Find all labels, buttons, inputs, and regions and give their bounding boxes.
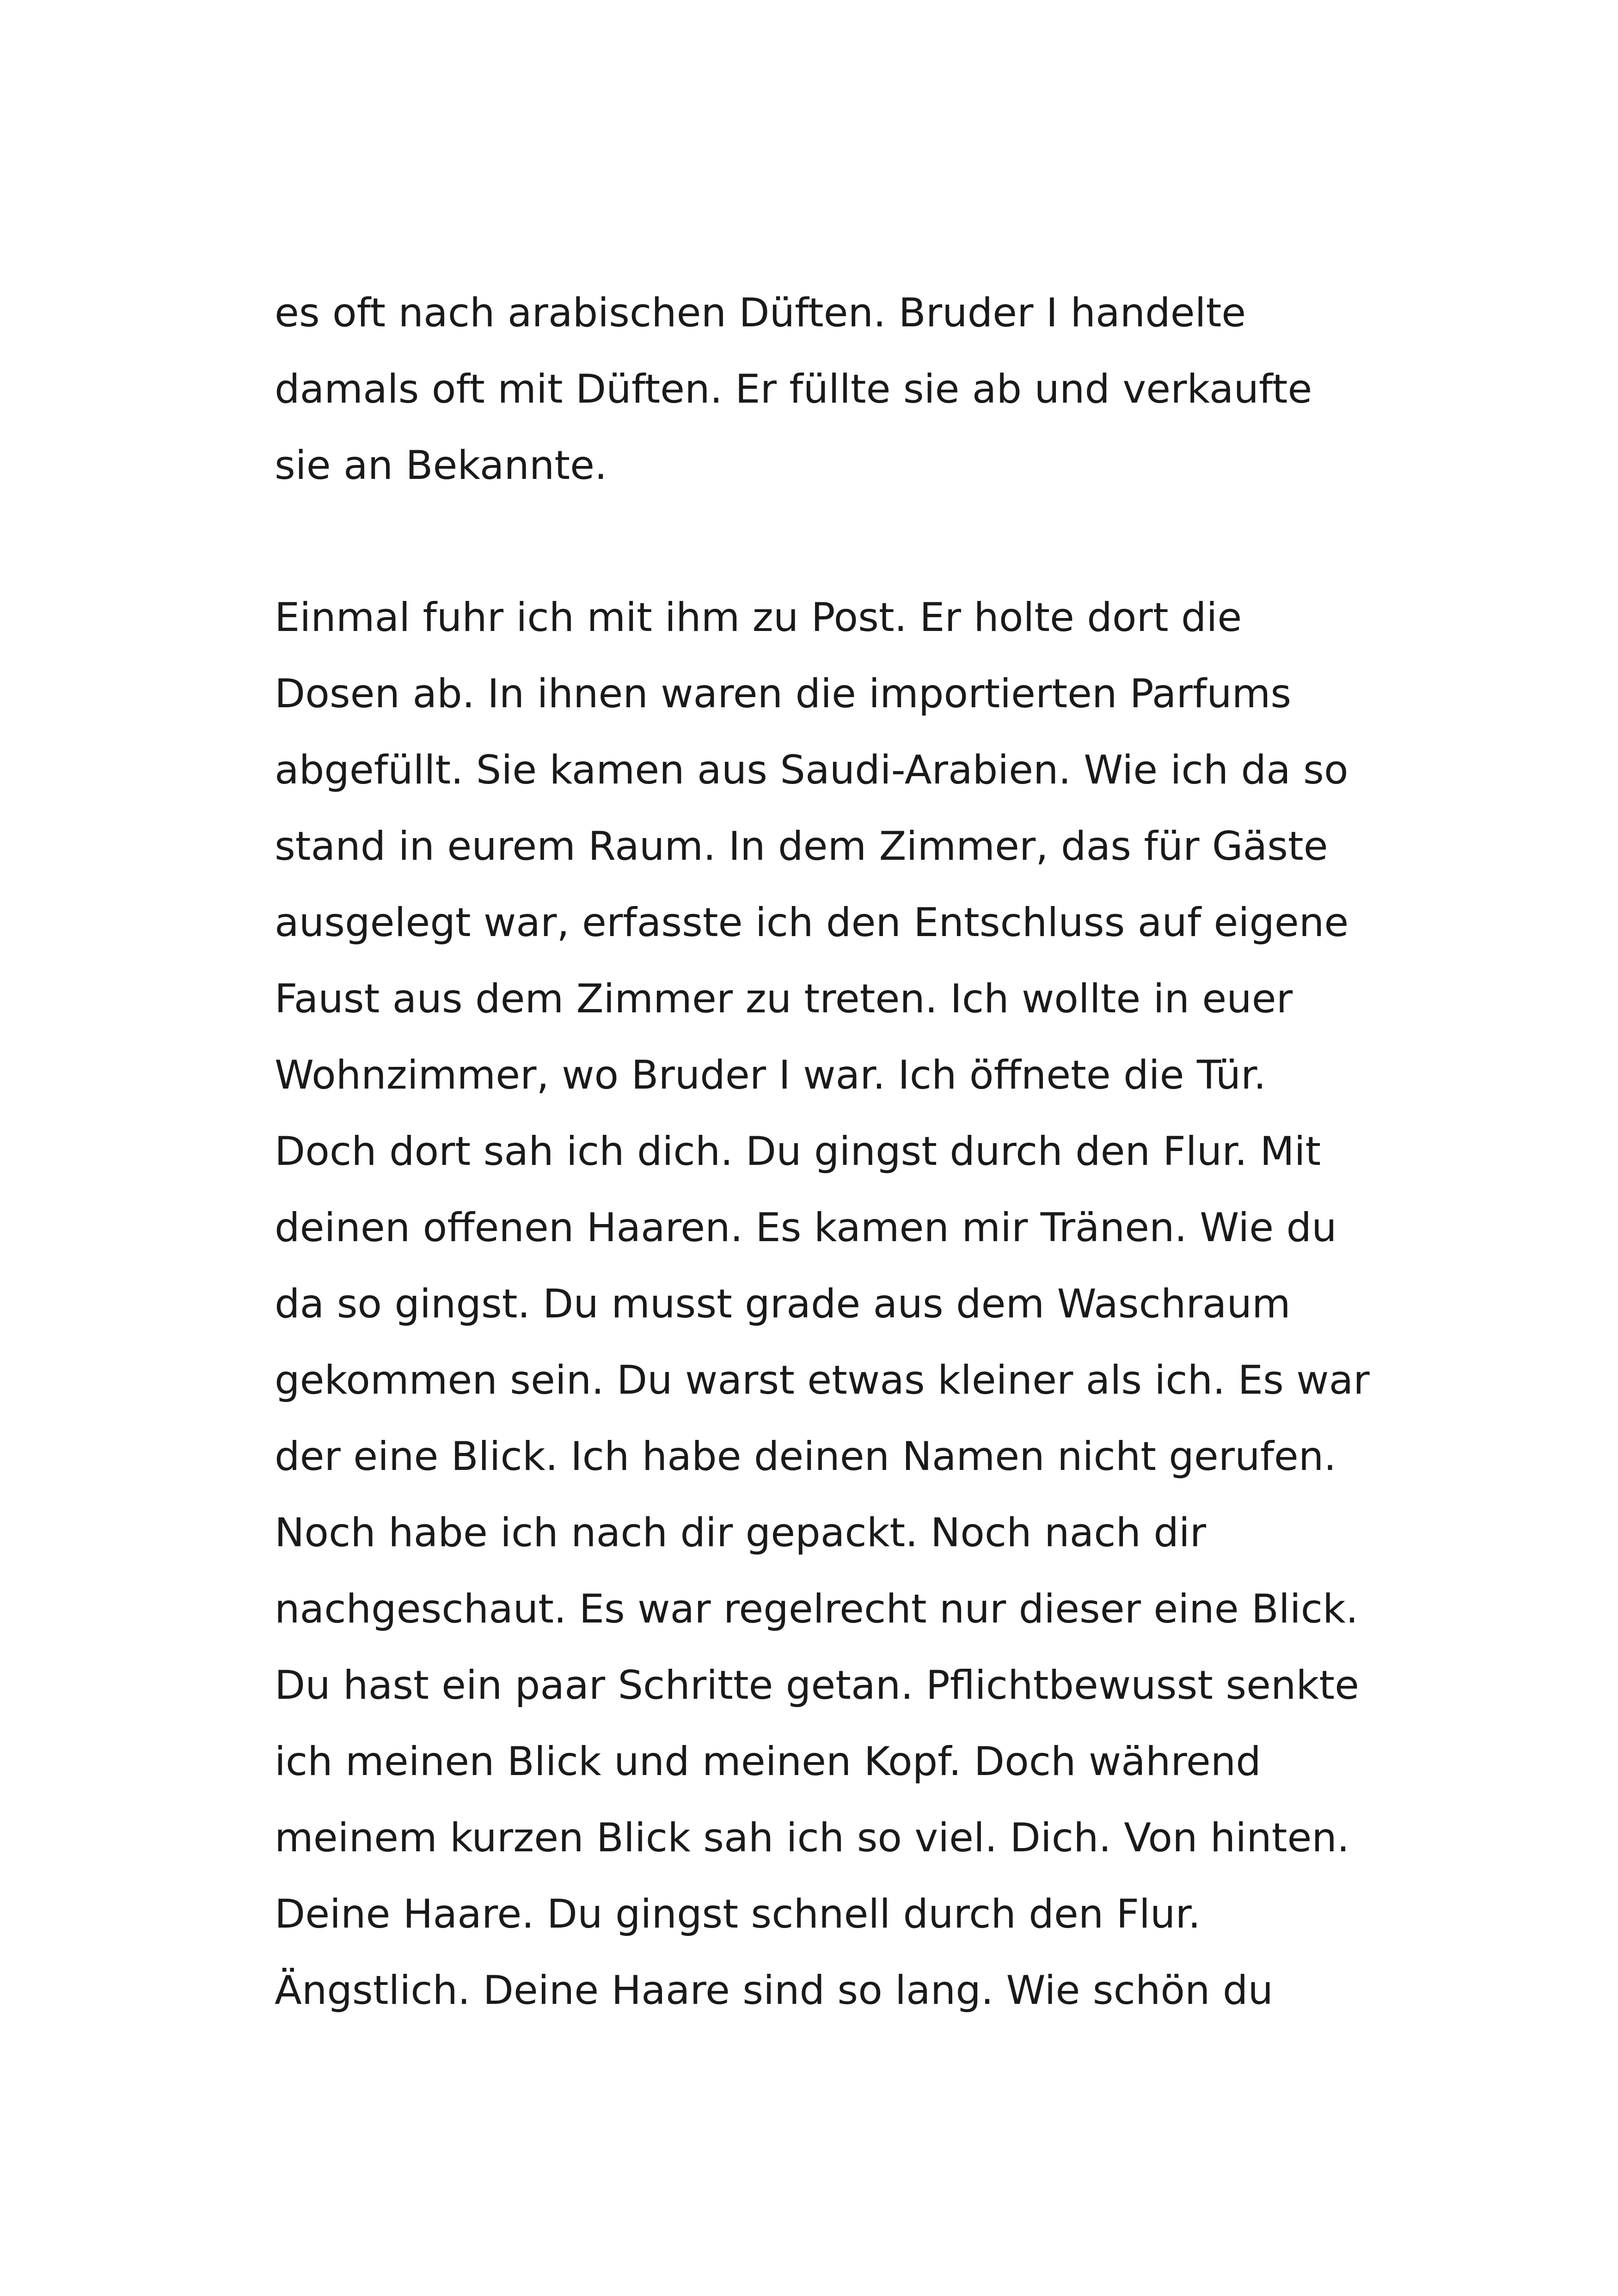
text-line: abgefüllt. Sie kamen aus Saudi-Arabien. Wie ich da so: [275, 747, 1348, 793]
text-line: Noch habe ich nach dir gepackt. Noch nach dir: [275, 1510, 1207, 1556]
text-line: stand in eurem Raum. In dem Zimmer, das für Gäste: [275, 823, 1328, 869]
text-line: da so gingst. Du musst grade aus dem Waschraum: [275, 1281, 1291, 1327]
text-line: deinen offenen Haaren. Es kamen mir Tränen. Wie du: [275, 1205, 1337, 1251]
text-line: Dosen ab. In ihnen waren die importierten Parfums: [275, 671, 1292, 717]
text-line: damals oft mit Düften. Er füllte sie ab und verkaufte: [275, 366, 1312, 412]
text-line: Ängstlich. Deine Haare sind so lang. Wie schön du: [275, 1967, 1273, 2014]
text-line: Faust aus dem Zimmer zu treten. Ich wollte in euer: [275, 976, 1293, 1022]
text-line: Wohnzimmer, wo Bruder I war. Ich öffnete die Tür.: [275, 1052, 1266, 1098]
text-line: sie an Bekannte.: [275, 442, 607, 489]
text-line: Einmal fuhr ich mit ihm zu Post. Er holte dort die: [275, 594, 1242, 641]
paragraph-2: [275, 580, 1430, 2029]
text-line: gekommen sein. Du warst etwas kleiner als ich. Es war: [275, 1357, 1370, 1403]
text-line: ich meinen Blick und meinen Kopf. Doch während: [275, 1739, 1261, 1785]
text-line: nachgeschaut. Es war regelrecht nur dieser eine Blick.: [275, 1586, 1359, 1632]
paragraph-1: [275, 275, 1430, 504]
text-line: Deine Haare. Du gingst schnell durch den Flur.: [275, 1891, 1201, 1937]
text-line: ausgelegt war, erfasste ich den Entschluss auf eigene: [275, 900, 1349, 946]
text-line: der eine Blick. Ich habe deinen Namen nicht gerufen.: [275, 1433, 1336, 1480]
text-line: Doch dort sah ich dich. Du gingst durch den Flur. Mit: [275, 1128, 1321, 1175]
text-line: es oft nach arabischen Düften. Bruder I handelte: [275, 290, 1246, 336]
text-line: meinem kurzen Blick sah ich so viel. Dich. Von hinten.: [275, 1815, 1350, 1861]
text-line: Du hast ein paar Schritte getan. Pflichtbewusst senkte: [275, 1662, 1359, 1708]
